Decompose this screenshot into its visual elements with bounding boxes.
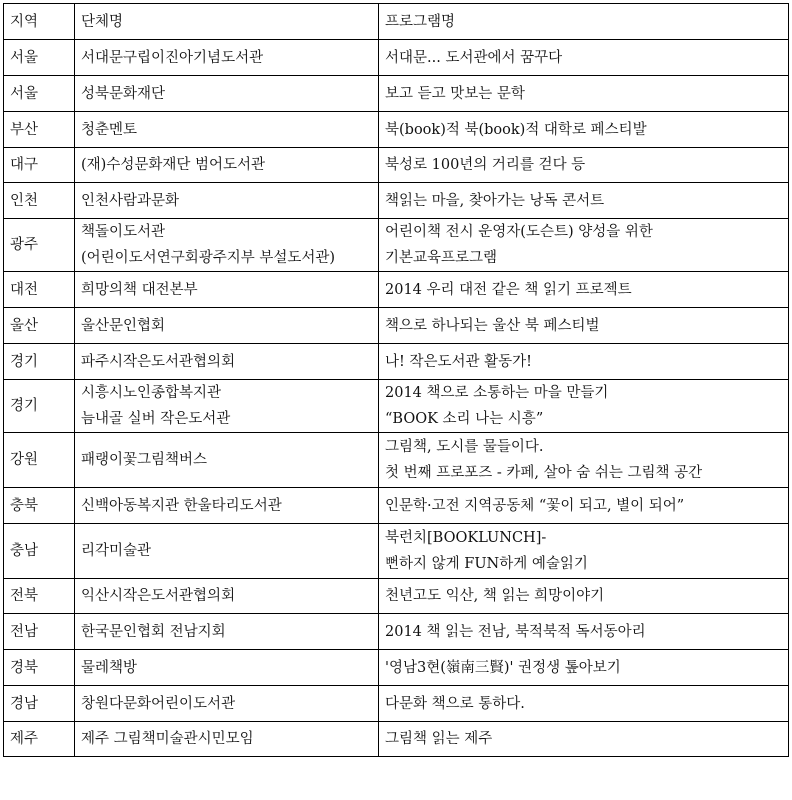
program-line: 북성로 100년의 거리를 걷다 등 <box>385 157 586 173</box>
org-cell <box>75 219 379 272</box>
program-cell <box>379 650 789 686</box>
program-cell <box>379 380 789 433</box>
region-cell: 부산 <box>4 112 75 148</box>
program-line: 나! 작은도서관 활동가! <box>385 353 532 370</box>
program-line: 다문화 책으로 통하다. <box>385 695 525 712</box>
program-line: 첫 번째 프로포즈 - 카페, 살아 숨 쉬는 그림책 공간 <box>385 465 703 481</box>
program-line: 2014 우리 대전 같은 책 읽기 프로젝트 <box>385 281 632 298</box>
header-org: 단체명 <box>75 4 379 40</box>
org-line: 한국문인협회 전남지회 <box>81 623 226 640</box>
program-line: 인문학·고전 지역공동체 “꽃이 되고, 별이 되어” <box>385 497 685 514</box>
org-cell <box>75 112 379 148</box>
org-line: 물레책방 <box>81 659 138 676</box>
region-cell: 경남 <box>4 686 75 722</box>
table-row <box>4 686 789 722</box>
program-line: 2014 책 읽는 전남, 북적북적 독서동아리 <box>385 623 646 640</box>
org-cell <box>75 722 379 757</box>
org-line: 늠내골 실버 작은도서관 <box>81 411 231 427</box>
program-line: 보고 듣고 맛보는 문학 <box>385 85 525 102</box>
program-cell <box>379 40 789 76</box>
table-row <box>4 148 789 183</box>
header-region: 지역 <box>4 4 75 40</box>
table-row <box>4 488 789 524</box>
region-cell: 경기 <box>4 380 75 433</box>
region-cell: 서울 <box>4 40 75 76</box>
org-line: (어린이도서연구회광주지부 부설도서관) <box>81 250 336 266</box>
org-cell <box>75 308 379 344</box>
org-line: 제주 그림책미술관시민모임 <box>81 731 254 747</box>
program-cell <box>379 579 789 614</box>
region-cell: 전북 <box>4 579 75 614</box>
org-cell <box>75 686 379 722</box>
org-cell <box>75 76 379 112</box>
table-row <box>4 524 789 579</box>
org-cell <box>75 433 379 488</box>
table-row <box>4 722 789 757</box>
table-row <box>4 112 789 148</box>
program-cell <box>379 433 789 488</box>
table-row <box>4 308 789 344</box>
region-cell: 대전 <box>4 272 75 308</box>
org-cell <box>75 579 379 614</box>
region-cell: 대구 <box>4 148 75 183</box>
org-cell <box>75 614 379 650</box>
org-line: 신백아동복지관 한울타리도서관 <box>81 497 282 514</box>
org-line: 시흥시노인종합복지관 <box>81 385 222 401</box>
program-cell <box>379 614 789 650</box>
org-line: 리각미술관 <box>81 543 152 559</box>
program-cell <box>379 219 789 272</box>
program-line: 기본교육프로그램 <box>385 250 498 266</box>
program-line: 책읽는 마을, 찾아가는 낭독 콘서트 <box>385 192 605 209</box>
org-cell <box>75 524 379 579</box>
program-line: 2014 책으로 소통하는 마을 만들기 <box>385 385 609 401</box>
program-cell <box>379 76 789 112</box>
region-cell: 인천 <box>4 183 75 219</box>
org-cell <box>75 380 379 433</box>
org-line: 인천사람과문화 <box>81 192 180 209</box>
table-row <box>4 40 789 76</box>
table-row <box>4 219 789 272</box>
table-row <box>4 76 789 112</box>
program-cell <box>379 112 789 148</box>
program-cell <box>379 148 789 183</box>
program-table-body <box>4 4 789 757</box>
org-line: 책돌이도서관 <box>81 224 166 240</box>
region-cell: 경기 <box>4 344 75 380</box>
region-cell: 울산 <box>4 308 75 344</box>
org-line: 청춘멘토 <box>81 121 138 138</box>
org-cell <box>75 344 379 380</box>
program-line: 북런치[BOOKLUNCH]- <box>385 530 547 546</box>
region-cell: 광주 <box>4 219 75 272</box>
org-cell <box>75 488 379 524</box>
program-cell <box>379 183 789 219</box>
program-line: 어린이책 전시 운영자(도슨트) 양성을 위한 <box>385 224 653 240</box>
program-cell <box>379 272 789 308</box>
header-program: 프로그램명 <box>379 4 789 40</box>
org-line: 파주시작은도서관협의회 <box>81 353 236 370</box>
program-cell <box>379 308 789 344</box>
table-row <box>4 272 789 308</box>
org-cell <box>75 272 379 308</box>
program-cell <box>379 524 789 579</box>
org-line: 창원다문화어린이도서관 <box>81 695 236 712</box>
org-line: 희망의책 대전본부 <box>81 281 198 298</box>
org-cell <box>75 183 379 219</box>
program-line: 서대문... 도서관에서 꿈꾸다 <box>385 49 563 66</box>
program-table <box>3 3 789 757</box>
program-line: '영남3현(嶺南三賢)' 권정생 톺아보기 <box>385 659 621 676</box>
program-line: 천년고도 익산, 책 읽는 희망이야기 <box>385 588 605 604</box>
table-header-row <box>4 4 789 40</box>
region-cell: 제주 <box>4 722 75 757</box>
table-row <box>4 433 789 488</box>
program-cell <box>379 488 789 524</box>
region-cell: 충북 <box>4 488 75 524</box>
program-line: 북(book)적 북(book)적 대학로 페스티발 <box>385 121 647 138</box>
program-cell <box>379 722 789 757</box>
org-line: 익산시작은도서관협의회 <box>81 588 236 604</box>
program-line: 책으로 하나되는 울산 북 페스티벌 <box>385 317 600 334</box>
program-cell <box>379 686 789 722</box>
org-line: 패랭이꽃그림책버스 <box>81 452 208 468</box>
region-cell: 전남 <box>4 614 75 650</box>
program-cell <box>379 344 789 380</box>
region-cell: 서울 <box>4 76 75 112</box>
region-cell: 경북 <box>4 650 75 686</box>
org-line: 성북문화재단 <box>81 85 166 102</box>
region-cell: 강원 <box>4 433 75 488</box>
table-row <box>4 614 789 650</box>
table-row <box>4 183 789 219</box>
region-cell: 충남 <box>4 524 75 579</box>
org-cell <box>75 650 379 686</box>
table-row <box>4 650 789 686</box>
program-line: “BOOK 소리 나는 시흥” <box>385 411 544 427</box>
table-row <box>4 344 789 380</box>
org-cell <box>75 148 379 183</box>
program-line: 그림책, 도시를 물들이다. <box>385 439 544 455</box>
program-line: 그림책 읽는 제주 <box>385 731 493 747</box>
program-line: 뻔하지 않게 FUN하게 예술읽기 <box>385 556 588 572</box>
org-line: (재)수성문화재단 범어도서관 <box>81 157 266 173</box>
org-cell <box>75 40 379 76</box>
table-row <box>4 579 789 614</box>
org-line: 울산문인협회 <box>81 317 166 334</box>
table-row <box>4 380 789 433</box>
org-line: 서대문구립이진아기념도서관 <box>81 49 264 66</box>
